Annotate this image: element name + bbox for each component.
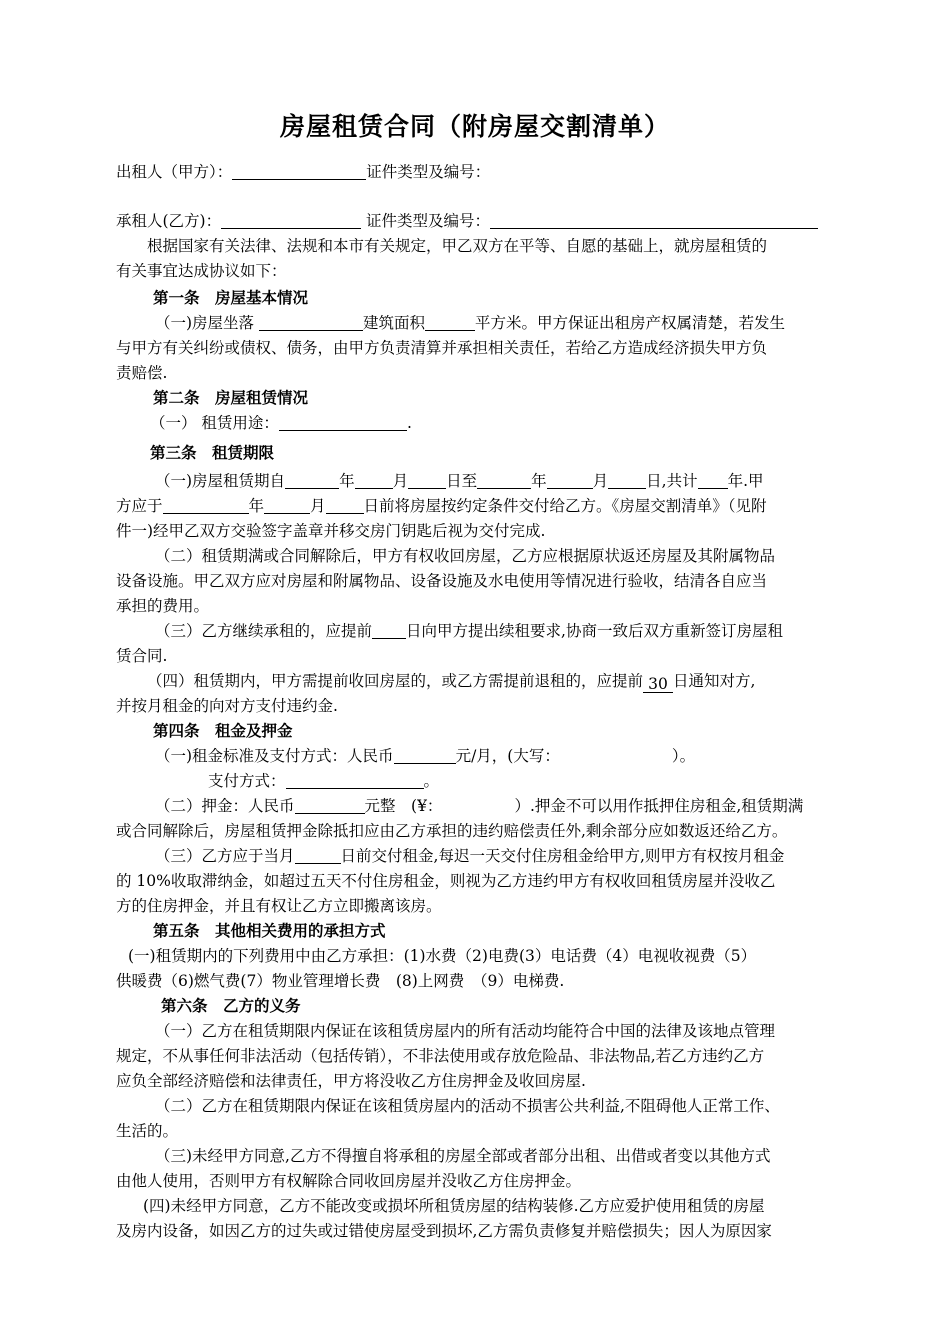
article-3-p3 [155, 619, 783, 643]
start-month-blank[interactable] [355, 472, 393, 489]
text: 日至 [446, 472, 478, 490]
text: 年.甲 [727, 472, 764, 490]
text: （二）押金：人民币 [155, 797, 295, 815]
article-6-p2-line-2: 生活的。 [116, 1122, 179, 1140]
deposit-amount-blank[interactable] [295, 797, 365, 814]
text: （一)房屋租赁期自 [155, 472, 286, 490]
article-6-p1-line-2: 规定，不从事任何非法活动（包括传销），不非法使用或存放危险品、非法物品,若乙方违约乙方 [116, 1047, 765, 1065]
text: 月 [392, 472, 409, 490]
text: 月 [310, 497, 326, 515]
article-3-p2-line-1: （二）租赁期满或合同解除后，甲方有权收回房屋，乙方应根据原状返还房屋及其附属物品 [155, 547, 776, 565]
text: 方应于 [116, 497, 163, 515]
text: （一） 租赁用途： [150, 414, 279, 432]
notice-days-field[interactable]: 30 [643, 676, 673, 693]
end-year-blank[interactable] [477, 472, 531, 489]
text: ）。 [671, 747, 696, 765]
end-month-blank[interactable] [547, 472, 593, 489]
lessee-line [116, 209, 818, 233]
article-4-p2-line-2: 或合同解除后，房屋租赁押金除抵扣应由乙方承担的违约赔偿责任外,剩余部分应如数返还给乙方。 [116, 822, 788, 840]
text: 年 [531, 472, 547, 490]
text: （四）租赁期内，甲方需提前收回房屋的，或乙方需提前退租的，应提前 [147, 672, 644, 690]
article-3-p2-line-2: 设备设施。甲乙双方应对房屋和附属物品、设备设施及水电使用等情况进行验收，结清各自应当 [116, 572, 768, 590]
article-1-p1 [155, 311, 785, 335]
start-year-blank[interactable] [285, 472, 339, 489]
article-6-p1-line-1: （一）乙方在租赁期限内保证在该租赁房屋内的所有活动均能符合中国的法律及该地点管理 [155, 1022, 776, 1040]
article-2-p1 [150, 411, 412, 435]
article-3-p2-line-3: 承担的费用。 [116, 597, 210, 615]
text: ）.押金不可以用作抵押住房租金,租赁期满 [514, 797, 804, 815]
article-4-p3 [155, 844, 784, 868]
article-4-payment [208, 769, 439, 793]
article-4-p3-line-3: 方的住房押金，并且有权让乙方立即搬离该房。 [116, 897, 442, 915]
renewal-days-blank[interactable] [372, 622, 406, 639]
handover-year-blank[interactable] [163, 497, 249, 514]
article-3-p1-line-3: 件一)经甲乙双方交验签字盖章并移交房门钥匙后视为交付完成. [116, 522, 546, 540]
article-2-heading: 第二条 房屋租赁情况 [153, 389, 309, 407]
text: 元整 (¥： [364, 797, 443, 815]
article-5-heading: 第五条 其他相关费用的承担方式 [153, 922, 386, 940]
handover-day-blank[interactable] [326, 497, 364, 514]
text: 平方米。甲方保证出租房产权属清楚，若发生 [475, 314, 786, 332]
article-6-p2-line-1: （二）乙方在租赁期限内保证在该租赁房屋内的活动不损害公共利益,不阻碍他人正常工作、 [155, 1097, 780, 1115]
lessee-id-label: 证件类型及编号： [361, 212, 491, 230]
handover-month-blank[interactable] [264, 497, 310, 514]
lessor-name-blank[interactable] [232, 163, 366, 180]
lessee-name-blank[interactable] [221, 212, 361, 229]
article-3-heading: 第三条 租赁期限 [150, 444, 275, 462]
article-3-p1-line-2 [116, 494, 767, 518]
article-6-p1-line-3: 应负全部经济赔偿和法律责任，甲方将没收乙方住房押金及收回房屋. [116, 1072, 586, 1090]
article-1-line-2: 与甲方有关纠纷或债权、债务，由甲方负责清算并承担相关责任，若给乙方造成经济损失甲方负 [116, 339, 768, 357]
article-4-p3-line-2: 的 10%收取滞纳金，如超过五天不付住房租金，则视为乙方违约甲方有权收回租赁房屋并没收乙 [116, 872, 776, 890]
text: 月 [592, 472, 609, 490]
article-4-p1 [155, 744, 695, 768]
lessor-line [116, 160, 490, 184]
end-day-blank[interactable] [608, 472, 646, 489]
payment-method-blank[interactable] [286, 772, 424, 789]
article-3-p3-line-2: 赁合同. [116, 647, 168, 665]
lessor-label: 出租人（甲方）： [116, 163, 233, 181]
article-3-p4-line-2: 并按月租金的向对方支付违约金. [116, 697, 338, 715]
start-day-blank[interactable] [408, 472, 446, 489]
rent-due-day-blank[interactable] [295, 847, 341, 864]
article-6-p4-line-2: 及房内设备，如因乙方的过失或过错使房屋受到损坏,乙方需负责修复并赔偿损失；因人为原因家 [116, 1222, 772, 1240]
usage-blank[interactable] [279, 414, 407, 431]
intro-line-2: 有关事宜达成协议如下： [116, 262, 287, 280]
rent-amount-blank[interactable] [394, 747, 456, 764]
text: . [406, 414, 412, 432]
text: 日,共计 [646, 472, 698, 490]
article-1-heading: 第一条 房屋基本情况 [153, 289, 309, 307]
article-4-p2 [155, 794, 803, 818]
text: 年 [339, 472, 355, 490]
page-title: 房屋租赁合同（附房屋交割清单） [279, 112, 670, 141]
text: 日前将房屋按约定条件交付给乙方。《房屋交割清单》（见附 [363, 497, 767, 515]
article-6-heading: 第六条 乙方的义务 [161, 997, 301, 1015]
text: 日通知对方, [673, 672, 756, 690]
total-years-blank[interactable] [698, 472, 728, 489]
intro-line-1: 根据国家有关法律、法规和本市有关规定，甲乙双方在平等、自愿的基础上，就房屋租赁的 [147, 237, 768, 255]
article-6-p4-line-1: (四)未经甲方同意，乙方不能改变或损坏所租赁房屋的结构装修.乙方应爱护使用租赁的房屋 [143, 1197, 765, 1215]
text: （三）乙方继续承租的，应提前 [155, 622, 373, 640]
article-4-heading: 第四条 租金及押金 [153, 722, 293, 740]
article-3-p4 [147, 669, 755, 693]
article-5-line-1: (一)租赁期内的下列费用中由乙方承担：(1)水费（2)电费(3）电话费（4）电视收视费（5） [128, 947, 757, 965]
article-3-p1 [155, 469, 764, 493]
text: （三）乙方应于当月 [155, 847, 295, 865]
location-blank[interactable] [259, 314, 363, 331]
text: 建筑面积 [362, 314, 425, 332]
article-6-p3-line-1: （三)未经甲方同意,乙方不得擅自将承租的房屋全部或者部分出租、出借或者变以其他方式 [155, 1147, 771, 1165]
article-6-p3-line-2: 由他人使用，否则甲方有权解除合同收回房屋并没收乙方住房押金。 [116, 1172, 582, 1190]
lessor-id-label: 证件类型及编号： [366, 163, 491, 181]
lessee-label: 承租人(乙方)： [116, 212, 222, 230]
text: （一)租金标准及支付方式：人民币 [155, 747, 394, 765]
lessee-id-blank[interactable] [490, 212, 818, 229]
text: 元/月，(大写： [455, 747, 560, 765]
text: 日前交付租金,每迟一天交付住房租金给甲方,则甲方有权按月租金 [340, 847, 785, 865]
text: 日向甲方提出续租要求,协商一致后双方重新签订房屋租 [406, 622, 783, 640]
article-5-line-2: 供暖费（6)燃气费(7）物业管理增长费 (8)上网费 （9）电梯费. [116, 972, 565, 990]
text: 支付方式： [208, 772, 286, 790]
article-1-line-3: 责赔偿. [116, 364, 168, 382]
text: 年 [248, 497, 265, 515]
area-blank[interactable] [425, 314, 475, 331]
text: （一)房屋坐落 [155, 314, 259, 332]
text: 。 [423, 772, 440, 790]
